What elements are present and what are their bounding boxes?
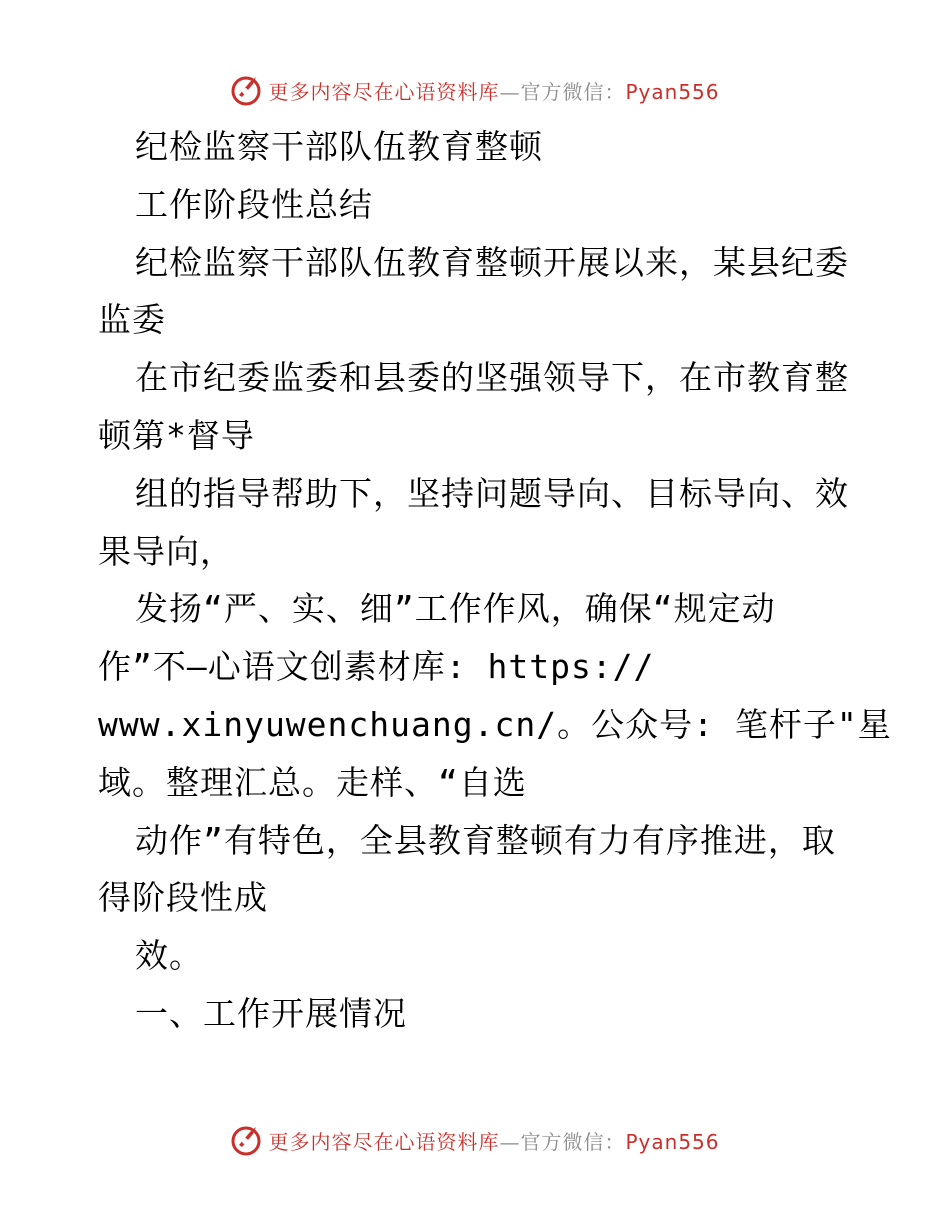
paragraph-line: 在市纪委监委和县委的坚强领导下，在市教育整 (135, 358, 849, 398)
watermark-dash: —官方微信： (499, 1129, 626, 1154)
doc-subtitle: 工作阶段性总结 (135, 184, 373, 224)
paragraph-line: 作”不—心语文创素材库: https:// (98, 647, 655, 687)
paragraph-line: www.xinyuwenchuang.cn/。公众号: 笔杆子"星 (98, 704, 892, 744)
paragraph-line: 得阶段性成 (98, 878, 268, 918)
watermark-wechat-id: Pyan556 (625, 1129, 720, 1154)
watermark-text: 更多内容尽在心语资料库 (268, 79, 500, 104)
paragraph-line: 组的指导帮助下，坚持问题导向、目标导向、效 (135, 473, 849, 513)
paragraph-line: 纪检监察干部队伍教育整顿开展以来，某县纪委 (135, 242, 849, 282)
paragraph-line: 效。 (135, 936, 203, 976)
paragraph-line: 监委 (98, 300, 166, 340)
brand-logo-icon (230, 1123, 264, 1157)
document-body (98, 118, 892, 1043)
doc-title: 纪检监察干部队伍教育整顿 (135, 127, 543, 166)
paragraph-line: 发扬“严、实、细”工作作风，确保“规定动 (135, 589, 776, 629)
watermark-dash: —官方微信： (499, 79, 626, 104)
paragraph-line: 果导向， (98, 531, 234, 571)
paragraph-line: 顿第*督导 (98, 415, 255, 455)
paragraph-line: 域。整理汇总。走样、“自选 (98, 762, 527, 802)
footer-watermark (0, 1120, 950, 1160)
header-watermark (0, 70, 950, 110)
brand-logo-icon (230, 73, 264, 107)
paragraph-line: 动作”有特色，全县教育整顿有力有序推进，取 (135, 820, 836, 860)
watermark-wechat-id: Pyan556 (625, 79, 720, 104)
watermark-text: 更多内容尽在心语资料库 (268, 1129, 500, 1154)
section-heading: 一、工作开展情况 (135, 993, 407, 1033)
